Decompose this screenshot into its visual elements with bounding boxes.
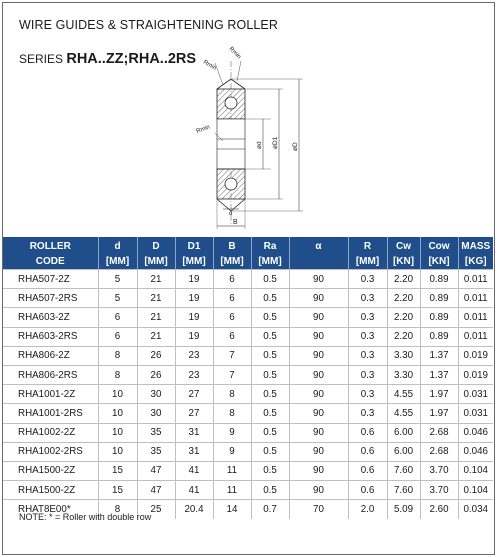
value-cell: 70 [289,500,348,519]
col-header: B [213,237,251,254]
d1-label: øD1 [272,136,279,149]
value-cell: 6 [98,308,137,327]
page-title: WIRE GUIDES & STRAIGHTENING ROLLER [19,18,278,32]
value-cell: 6.00 [387,442,420,461]
value-cell: 10 [98,423,137,442]
col-unit: [MM] [175,254,213,270]
value-cell: 0.6 [348,442,387,461]
value-cell: 5.09 [387,500,420,519]
value-cell: 35 [137,423,175,442]
col-unit [289,254,348,270]
table-row [3,270,493,289]
value-cell: 25 [137,500,175,519]
value-cell: 19 [175,327,213,346]
col-header: Cw [387,237,420,254]
table-row [3,365,493,384]
value-cell: 0.5 [251,404,289,423]
value-cell: 31 [175,442,213,461]
col-header: Cow [420,237,458,254]
value-cell: 19 [175,308,213,327]
value-cell: 0.5 [251,365,289,384]
roller-code-cell: RHA1001-2Z [3,385,98,404]
series-line [19,51,196,67]
value-cell: 0.5 [251,423,289,442]
value-cell: 0.3 [348,385,387,404]
col-unit: [KG] [458,254,493,270]
roller-code-cell: RHA806-2RS [3,365,98,384]
roller-code-cell: RHA1002-2RS [3,442,98,461]
value-cell: 2.68 [420,423,458,442]
value-cell: 20.4 [175,500,213,519]
value-cell: 1.97 [420,385,458,404]
value-cell: 26 [137,365,175,384]
value-cell: 6 [213,270,251,289]
rmin-top-right-label: Rmin [227,46,242,61]
value-cell: 10 [98,404,137,423]
roller-code-cell: RHA1002-2Z [3,423,98,442]
value-cell: 0.011 [458,289,493,308]
value-cell: 3.30 [387,346,420,365]
value-cell: 3.30 [387,365,420,384]
value-cell: 10 [98,442,137,461]
value-cell: 90 [289,270,348,289]
value-cell: 90 [289,461,348,480]
value-cell: 0.6 [348,461,387,480]
value-cell: 0.6 [348,423,387,442]
value-cell: 15 [98,461,137,480]
value-cell: 90 [289,346,348,365]
value-cell: 11 [213,481,251,500]
col-header: d [98,237,137,254]
value-cell: 90 [289,308,348,327]
value-cell: 90 [289,327,348,346]
value-cell: 90 [289,423,348,442]
value-cell: 0.3 [348,308,387,327]
col-unit: [KN] [420,254,458,270]
value-cell: 0.011 [458,308,493,327]
value-cell: 5 [98,289,137,308]
value-cell: 7.60 [387,461,420,480]
value-cell: 0.89 [420,289,458,308]
value-cell: 90 [289,404,348,423]
footnote: NOTE: * = Roller with double row [19,512,152,522]
value-cell: 0.5 [251,442,289,461]
rmin-center-label: Rmin [195,124,211,135]
roller-spec-table [3,237,493,519]
col-header: ROLLER [3,237,98,254]
table-row [3,385,493,404]
table-row [3,308,493,327]
col-header: D [137,237,175,254]
value-cell: 9 [213,442,251,461]
value-cell: 6 [213,327,251,346]
value-cell: 0.5 [251,481,289,500]
table-row [3,289,493,308]
value-cell: 1.97 [420,404,458,423]
col-unit: [MM] [98,254,137,270]
series-name: RHA..ZZ;RHA..2RS [66,51,197,67]
value-cell: 41 [175,461,213,480]
value-cell: 8 [98,500,137,519]
rmin-top-left-label: Rmin [202,59,218,72]
table-row [3,404,493,423]
roller-cross-section-drawing [193,41,323,236]
value-cell: 0.7 [251,500,289,519]
header-row-units [3,254,493,270]
value-cell: 21 [137,327,175,346]
value-cell: 0.5 [251,346,289,365]
value-cell: 27 [175,385,213,404]
value-cell: 0.3 [348,289,387,308]
table-row [3,481,493,500]
value-cell: 0.5 [251,308,289,327]
value-cell: 19 [175,270,213,289]
value-cell: 2.68 [420,442,458,461]
value-cell: 1.37 [420,346,458,365]
roller-code-cell: RHA507-2RS [3,289,98,308]
value-cell: 0.031 [458,385,493,404]
value-cell: 2.20 [387,327,420,346]
value-cell: 0.031 [458,404,493,423]
value-cell: 0.5 [251,289,289,308]
value-cell: 0.019 [458,346,493,365]
value-cell: 7 [213,346,251,365]
value-cell: 7.60 [387,481,420,500]
inner-bore [217,119,245,169]
b-label: B [233,219,238,226]
value-cell: 3.70 [420,481,458,500]
value-cell: 0.89 [420,327,458,346]
value-cell: 6 [98,327,137,346]
value-cell: 23 [175,365,213,384]
roller-code-cell: RHAT8E00* [3,500,98,519]
value-cell: 30 [137,385,175,404]
value-cell: 0.034 [458,500,493,519]
value-cell: 0.89 [420,270,458,289]
value-cell: 0.046 [458,442,493,461]
value-cell: 0.5 [251,385,289,404]
value-cell: 2.20 [387,289,420,308]
value-cell: 0.89 [420,308,458,327]
value-cell: 4.55 [387,404,420,423]
roller-code-cell: RHA603-2RS [3,327,98,346]
value-cell: 21 [137,308,175,327]
value-cell: 23 [175,346,213,365]
col-header: R [348,237,387,254]
roller-code-cell: RHA603-2Z [3,308,98,327]
value-cell: 0.5 [251,461,289,480]
value-cell: 15 [98,481,137,500]
value-cell: 5 [98,270,137,289]
value-cell: 90 [289,385,348,404]
value-cell: 0.019 [458,365,493,384]
value-cell: 0.104 [458,481,493,500]
outer-d-label: øD [292,142,299,151]
value-cell: 27 [175,404,213,423]
series-prefix: SERIES [19,52,64,66]
col-header: D1 [175,237,213,254]
value-cell: 21 [137,270,175,289]
roller-code-cell: RHA1500-2Z [3,481,98,500]
value-cell: 41 [175,481,213,500]
col-unit: [KN] [387,254,420,270]
value-cell: 8 [98,365,137,384]
value-cell: 8 [98,346,137,365]
value-cell: 7 [213,365,251,384]
value-cell: 90 [289,481,348,500]
value-cell: 0.5 [251,327,289,346]
roller-code-cell: RHA1001-2RS [3,404,98,423]
value-cell: 0.011 [458,270,493,289]
d-label: ød [256,141,263,149]
value-cell: 0.6 [348,481,387,500]
value-cell: 6 [213,308,251,327]
value-cell: 19 [175,289,213,308]
value-cell: 0.3 [348,365,387,384]
value-cell: 8 [213,385,251,404]
value-cell: 1.37 [420,365,458,384]
col-header: MASS [458,237,493,254]
value-cell: 0.3 [348,327,387,346]
value-cell: 10 [98,385,137,404]
value-cell: 4.55 [387,385,420,404]
table-row [3,346,493,365]
col-unit: CODE [3,254,98,270]
value-cell: 6.00 [387,423,420,442]
value-cell: 0.5 [251,270,289,289]
col-unit: [MM] [251,254,289,270]
value-cell: 11 [213,461,251,480]
value-cell: 2.20 [387,308,420,327]
table-body [3,270,493,519]
header-row-top [3,237,493,254]
value-cell: 0.011 [458,327,493,346]
value-cell: 0.046 [458,423,493,442]
value-cell: 0.3 [348,404,387,423]
alpha-label: α [229,211,233,217]
col-unit: [MM] [348,254,387,270]
value-cell: 0.3 [348,270,387,289]
table-row [3,442,493,461]
value-cell: 26 [137,346,175,365]
value-cell: 3.70 [420,461,458,480]
roller-code-cell: RHA1500-2Z [3,461,98,480]
ball-bottom [225,178,237,190]
col-header: Ra [251,237,289,254]
value-cell: 47 [137,461,175,480]
value-cell: 31 [175,423,213,442]
value-cell: 90 [289,442,348,461]
value-cell: 21 [137,289,175,308]
value-cell: 2.20 [387,270,420,289]
roller-code-cell: RHA806-2Z [3,346,98,365]
col-unit: [MM] [137,254,175,270]
value-cell: 2.0 [348,500,387,519]
value-cell: 90 [289,289,348,308]
value-cell: 0.104 [458,461,493,480]
value-cell: 6 [213,289,251,308]
datasheet-panel [2,2,495,555]
ball-top [225,97,237,109]
table-row [3,423,493,442]
roller-code-cell: RHA507-2Z [3,270,98,289]
table-row [3,327,493,346]
value-cell: 9 [213,423,251,442]
col-unit: [MM] [213,254,251,270]
value-cell: 30 [137,404,175,423]
value-cell: 2.60 [420,500,458,519]
value-cell: 8 [213,404,251,423]
col-header: α [289,237,348,254]
value-cell: 47 [137,481,175,500]
value-cell: 35 [137,442,175,461]
table-row [3,461,493,480]
value-cell: 0.3 [348,346,387,365]
value-cell: 14 [213,500,251,519]
value-cell: 90 [289,365,348,384]
